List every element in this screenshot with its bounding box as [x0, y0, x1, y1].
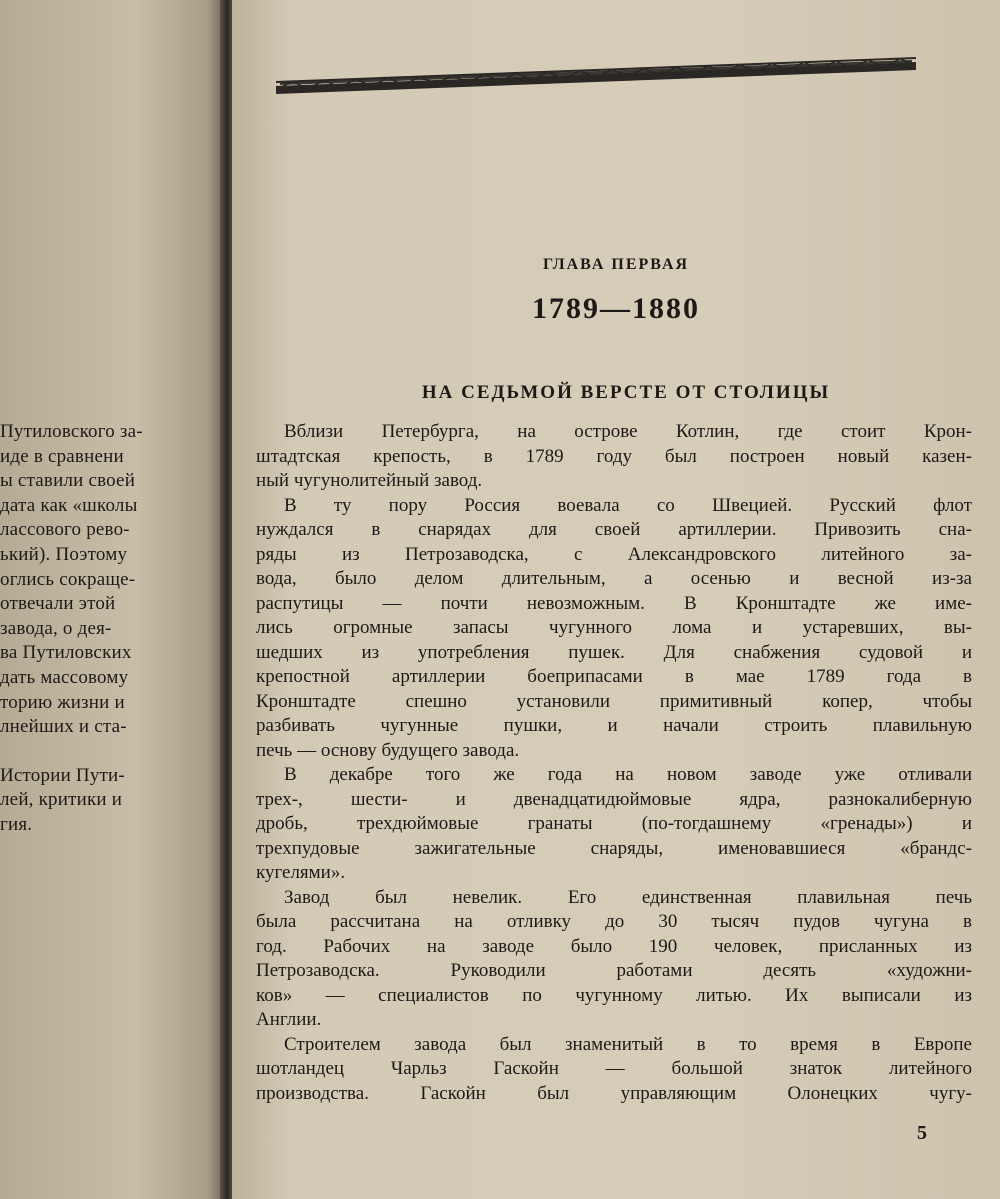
left-text-line: иде в сравнени: [0, 445, 124, 467]
body-line: ков» — специалистов по чугунному литью. Их выписали из: [256, 984, 972, 1006]
body-line: год. Рабочих на заводе было 190 человек, присланных из: [256, 935, 972, 957]
section-heading: НА СЕДЬМОЙ ВЕРСТЕ ОТ СТОЛИЦЫ: [421, 382, 831, 403]
body-line: шедших из употребления пушек. Для снабжения судовой и: [256, 641, 972, 663]
paragraph-gap: [0, 740, 225, 764]
body-line: шотландец Чарльз Гаскойн — большой знаток литейного: [256, 1058, 972, 1079]
body-line: лись огромные запасы чугунного лома и устаревших, вы-: [256, 617, 972, 638]
left-text-line: ы ставили своей: [0, 470, 136, 492]
left-text-line: дата как «школы: [0, 494, 138, 516]
body-line: была рассчитана на отливку до 30 тысяч пудов чугуна в: [256, 911, 972, 932]
left-text-line: Истории Пути-: [0, 764, 125, 786]
body-line: ряды из Петрозаводска, с Александровского литейного за-: [256, 543, 972, 565]
left-text-line: торию жизни и: [0, 691, 125, 713]
body-line: штадтская крепость, в 1789 году был построен новый казен-: [256, 445, 972, 467]
body-text: [256, 420, 972, 1106]
left-text-line: лей, критики и: [0, 789, 123, 811]
body-line: В декабре того же года на новом заводе уже отливали: [284, 764, 972, 785]
body-line: Петрозаводска. Руководили работами десять «художни-: [256, 960, 972, 981]
left-text-line: Путиловского за-: [0, 421, 143, 442]
body-line: трехпудовые зажигательные снаряды, именовавшиеся «брандс-: [256, 837, 972, 859]
chapter-years: 1789—1880: [532, 292, 700, 325]
body-line: Кронштадте спешно установили примитивный копер, чтобы: [256, 690, 972, 712]
body-line: кугелями».: [256, 862, 346, 883]
body-line: Завод был невелик. Его единственная плавильная печь: [284, 886, 972, 908]
body-line: производства. Гаскойн был управляющим Олонецких чугу-: [256, 1082, 972, 1104]
left-text-line: лассового рево-: [0, 519, 130, 541]
body-line: ный чугунолитейный завод.: [256, 470, 483, 491]
chapter-label: ГЛАВА ПЕРВАЯ: [542, 256, 690, 273]
left-page: [0, 0, 225, 1199]
right-page: [232, 0, 1000, 1199]
left-text-line: дать массовому: [0, 666, 129, 688]
body-line: нуждался в снарядах для своей артиллерии. Привозить сна-: [256, 519, 972, 540]
body-line: разбивать чугунные пушки, и начали строить плавильную: [256, 715, 972, 736]
left-text-line: лнейших и ста-: [0, 716, 127, 738]
left-text-line: ва Путиловских: [0, 642, 132, 664]
truss-ornament: [276, 52, 916, 96]
body-line: Строителем завода был знаменитый в то время в Европе: [284, 1033, 972, 1055]
left-page-text: [0, 420, 225, 838]
left-text-line: завода, о дея-: [0, 617, 112, 639]
body-line: трех-, шести- и двенадцатидюймовые ядра, разнокалиберную: [256, 788, 972, 810]
body-line: Англии.: [256, 1009, 322, 1030]
page-number: 5: [917, 1122, 927, 1144]
left-text-line: отвечали этой: [0, 593, 116, 615]
left-text-line: гия.: [0, 813, 33, 835]
body-line: дробь, трехдюймовые гранаты (по-тогдашнему «гренады») и: [256, 813, 972, 834]
body-line: вода, было делом длительным, а осенью и весной из-за: [256, 568, 972, 589]
left-text-line: оглись сокраще-: [0, 568, 136, 590]
body-line: Вблизи Петербурга, на острове Котлин, где стоит Крон-: [284, 421, 972, 442]
left-text-line: ький). Поэтому: [0, 543, 128, 565]
body-line: В ту пору Россия воевала со Швецией. Русский флот: [284, 494, 972, 516]
body-line: распутицы — почти невозможным. В Кронштадте же име-: [256, 592, 972, 614]
body-line: печь — основу будущего завода.: [256, 739, 520, 761]
body-line: крепостной артиллерии боеприпасами в мае 1789 года в: [256, 666, 972, 687]
